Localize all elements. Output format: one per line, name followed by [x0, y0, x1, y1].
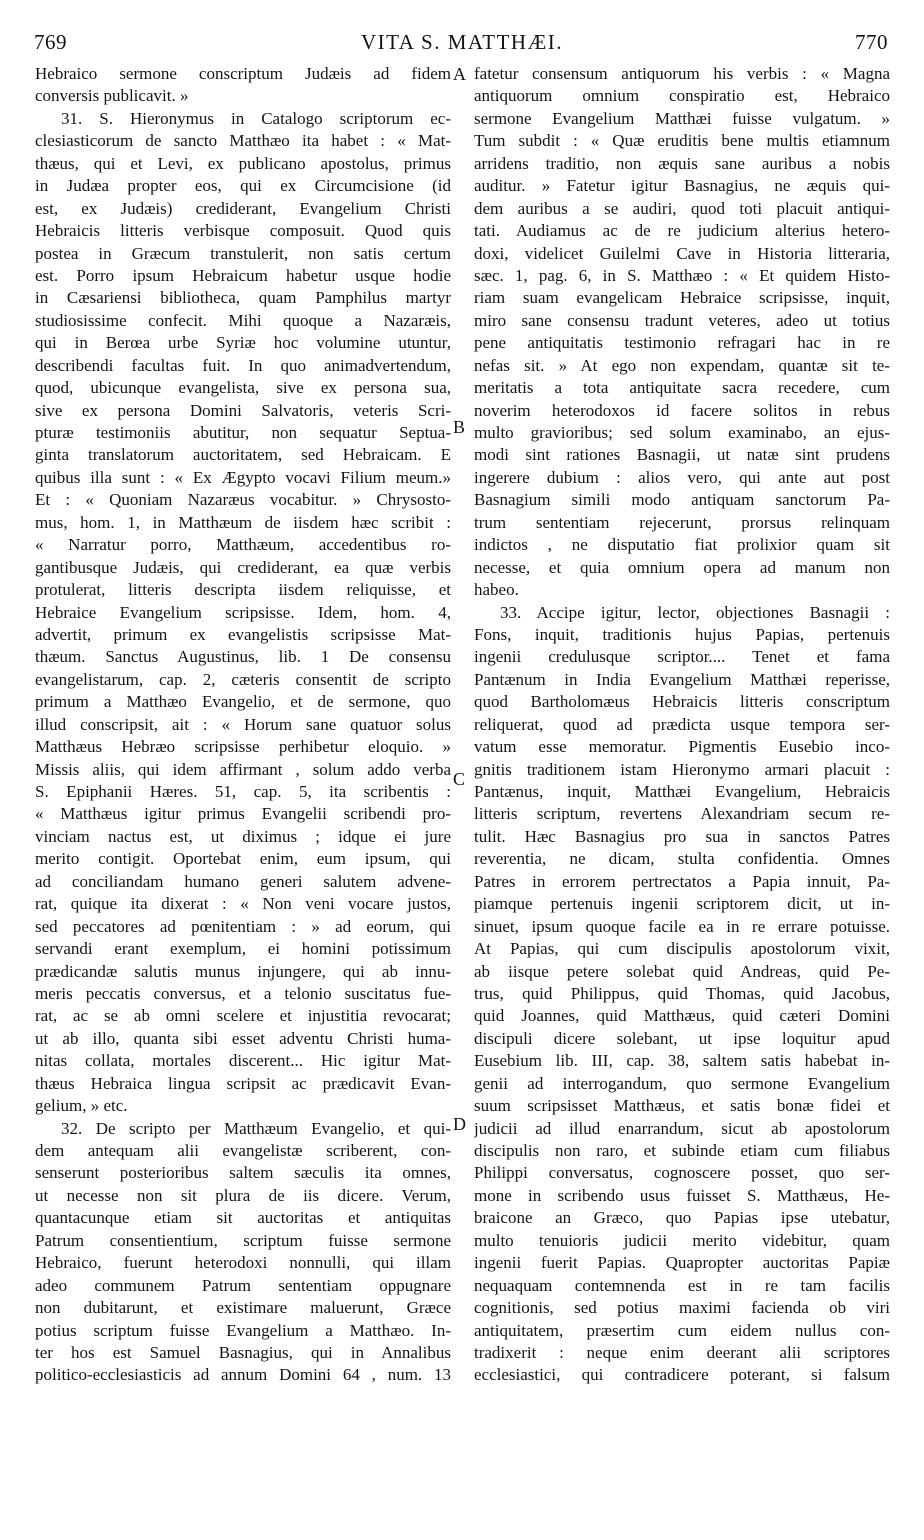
text-line: dem antequam alii evangelistæ scriberent, con-: [35, 1141, 451, 1160]
text-line: antiquitatem, præsertim cum eidem nullus con-: [474, 1320, 890, 1340]
text-line: rat, quique ita dixerat : « Non veni vocare justos,: [35, 894, 451, 914]
text-line: multo tenuioris judicii merito videbitur, quam: [474, 1230, 890, 1250]
text-line: nitas collata, mortales discerent... Hic igitur Mat-: [35, 1051, 451, 1071]
margin-letter-b: B: [453, 417, 466, 437]
text-line: antiquorum omnium conspiratio est, Hebraico: [474, 86, 890, 106]
text-line: tati. Audiamus ac de re judicium alterius hetero-: [474, 221, 890, 241]
text-line: ter hos est Samuel Basnagius, qui in Annalibus: [35, 1342, 451, 1362]
text-line: sermone Evangelium Matthæi fuisse vulgatum. »: [474, 108, 890, 128]
text-line: nefas sit. » At ego non expendam, quantæ sit te-: [474, 355, 890, 375]
text-line: 32. De scripto per Matthæum Evangelio, et qui-: [61, 1118, 451, 1138]
text-line: gnitis traditionem istam Hieronymo armari placuit :: [474, 759, 890, 779]
text-line: Philippi conversatus, cognoscere posset, quo ser-: [474, 1163, 890, 1183]
text-line: nequaquam contemnenda est in re tam facilis: [474, 1275, 890, 1295]
text-line: mone in scribendo usus fuisset S. Matthæus, He-: [474, 1185, 890, 1205]
text-line: qui in Berœa urbe Syriæ hoc volumine utuntur,: [35, 333, 451, 353]
text-line: Hebraicis litteris verbisque composuit. Quod quis: [35, 221, 451, 241]
text-line: quid Joannes, quid Matthæus, quid cæteri Domini: [474, 1006, 890, 1026]
text-line: conversis publicavit. »: [35, 86, 189, 106]
margin-letter-c: C: [453, 769, 466, 789]
text-line: thæus, qui et Levi, ex publicano apostolus, primus: [35, 153, 451, 173]
text-line: merito contigit. Oportebat enim, eum ipsum, qui: [35, 849, 451, 869]
text-line: ut necesse non sit plura de iis dicere. Verum,: [35, 1185, 451, 1205]
text-line: advertit, primum ex evangelistis scripsisse Mat-: [35, 624, 451, 644]
text-line: Patrum consentientium, scriptum fuisse sermone: [35, 1230, 451, 1250]
text-line: auditur. » Fatetur igitur Basnagius, ne æquis qui-: [474, 176, 890, 196]
text-line: quod, ubicunque evangelista, sive ex persona sua,: [35, 378, 451, 398]
text-line: mus, hom. 1, in Matthæum de iisdem hæc scribit :: [35, 512, 451, 532]
text-line: ginta translatorum auctoritatem, sed Hebraicam. E: [35, 445, 451, 465]
text-line: tulit. Hæc Basnagius pro sua in sanctos Patres: [474, 826, 890, 846]
text-line: studiosissime confecit. Mihi quoque a Nazaræis,: [35, 310, 451, 330]
text-line: multo gravioribus; sed solum examinabo, an ejus-: [474, 423, 890, 442]
text-line: politico-ecclesiasticis ad annum Domini 64 , num. 13: [35, 1365, 451, 1385]
page-number-left: 769: [34, 30, 67, 54]
text-line: quod Bartholomæus Hebraicis litteris conscriptum: [474, 692, 890, 712]
text-line: judicii ad illud enarrandum, sicut ab apostolorum: [474, 1118, 890, 1138]
text-line: clesiasticorum de sancto Matthæo ita habet : « Mat-: [35, 131, 451, 151]
text-line: quantacunque etiam sit auctoritas et antiquitas: [35, 1208, 451, 1228]
text-line: in Judæa propter eos, qui ex Circumcisione (id: [35, 176, 451, 196]
running-title: VITA S. MATTHÆI.: [361, 30, 563, 54]
text-line: ab iisque petere solebat quid Andreas, quid Pe-: [474, 961, 890, 981]
text-line: Hebraico, fuerunt heterodoxi nonnulli, qui illam: [35, 1253, 451, 1273]
text-line: servandi erant exemplum, ei homini potissimum: [35, 939, 451, 959]
text-line: modi sint rationes Basnagii, ut natæ sint prudens: [474, 445, 890, 465]
text-line: 33. Accipe igitur, lector, objectiones Basnagii :: [500, 602, 890, 622]
margin-letter-d: D: [453, 1114, 466, 1134]
text-line: Basnagium simili modo antiquam sanctorum Pa-: [474, 490, 890, 510]
text-line: At Papias, qui cum discipulis apostolorum vixit,: [474, 939, 890, 959]
text-line: Eusebium lib. III, cap. 38, saltem satis habebat in-: [474, 1051, 890, 1071]
text-line: vatum esse memoratur. Pigmentis Eusebio inco-: [474, 737, 890, 757]
text-line: indictos , ne disputatio fiat prolixior quam sit: [474, 535, 890, 555]
text-line: primum a Matthæo Evangelio, et de sermone, quo: [35, 692, 451, 712]
text-line: braicone an Græco, quo Papias ipse utebatur,: [474, 1208, 890, 1228]
left-column: [35, 63, 451, 1387]
text-line: thæum. Sanctus Augustinus, lib. 1 De consensu: [35, 647, 451, 667]
text-line: pturæ testimoniis abutitur, non sequatur Septua-: [35, 423, 451, 442]
text-line: cognitionis, sed potius maximi facienda ob viri: [474, 1298, 890, 1318]
text-line: noverim heterodoxos id facere solitos in rebus: [474, 400, 890, 420]
text-line: Et : « Quoniam Nazaræus vocabitur. » Chrysosto-: [35, 490, 451, 510]
text-line: « Narratur porro, Matthæum, accedentibus ro-: [35, 535, 451, 555]
text-line: est. Porro ipsum Hebraicum habetur usque hodie: [35, 265, 451, 285]
text-line: ut ab illo, quanta sibi esset adventu Christi huma-: [35, 1028, 451, 1048]
text-line: Pantænus, inquit, Matthæi Evangelium, Hebraicis: [474, 782, 890, 801]
text-line: Hebraico sermone conscriptum Judæis ad fidem: [35, 64, 451, 83]
text-line: potius scriptum fuisse Evangelium a Matthæo. In-: [35, 1320, 451, 1340]
text-line: senserunt posterioribus saltem sæculis ita omnes,: [35, 1163, 451, 1183]
text-line: Matthæus Hebræo scripsisse perhibetur eloquio. »: [35, 737, 451, 757]
text-line: discipuli dicere solebant, ut ipse loquitur apud: [474, 1028, 890, 1048]
text-line: evangelistarum, cap. 2, cæteris consentit de scripto: [35, 669, 451, 689]
text-line: rat, ac se ab omni scelere et injustitia revocarat;: [35, 1006, 451, 1026]
text-line: miro sane consensu tradunt veteres, adeo ut totius: [474, 310, 890, 330]
text-line: ingerere dubium : alios vero, qui ante aut post: [474, 467, 890, 487]
text-line: tradixerit : neque enim deerant alii scriptores: [474, 1342, 890, 1362]
text-line: ingenii credulusque scriptor.... Tenet et fama: [474, 647, 890, 667]
text-line: litteris scriptum, revertens Alexandriam secum re-: [474, 804, 890, 824]
text-line: reliquerat, quod ad prædicta usque tempora ser-: [474, 714, 890, 734]
text-line: sæc. 1, pag. 6, in S. Matthæo : « Et quidem Histo-: [474, 265, 890, 285]
text-line: Tum subdit : « Quæ eruditis bene multis etiamnum: [474, 131, 890, 151]
text-line: pene antiquitatis testimonio refragari hac in re: [474, 333, 890, 353]
text-line: trum sententiam rejecerunt, prorsus relinquam: [474, 512, 890, 532]
text-line: quibus illa sunt : « Ex Ægypto vocavi Filium meum.»: [35, 467, 451, 487]
text-line: « Matthæus igitur primus Evangelii scribendi pro-: [35, 804, 451, 824]
text-line: gelium, » etc.: [35, 1096, 128, 1116]
text-line: meris peccatis conversus, et a telonio suscitatus fue-: [35, 983, 451, 1003]
text-line: discipulis non raro, et subinde etiam cum filiabus: [474, 1141, 890, 1160]
text-line: protulerat, litteris descripta iisdem reliquisse, et: [35, 580, 451, 600]
text-line: ecclesiastici, qui contradicere poterant, si falsum: [474, 1365, 890, 1385]
text-line: adeo communem Patrum sententiam oppugnare: [35, 1275, 451, 1295]
text-line: ingenii fuerit Papias. Quapropter auctoritas Papiæ: [474, 1253, 890, 1273]
text-line: meritatis a tota antiquitate sacra recedere, cum: [474, 378, 890, 398]
text-line: Hebraice Evangelium scripsisse. Idem, hom. 4,: [35, 602, 451, 622]
text-line: dem auribus a se audiri, quod toti placuit antiqui-: [474, 198, 890, 218]
text-line: ad conciliandam humano generi salutem advene-: [35, 871, 451, 891]
text-line: genii ad interrogandum, quo sermone Evangelium: [474, 1073, 890, 1093]
text-line: Fons, inquit, traditionis hujus Papias, pertenuis: [474, 624, 890, 644]
text-line: in Cæsariensi bibliotheca, quam Pamphilus martyr: [35, 288, 451, 308]
text-line: describendi facultas fuit. In quo animadvertendum,: [35, 355, 451, 375]
margin-letter-a: A: [453, 64, 466, 84]
text-line: Patres in errorem pertrectatos a Papia innuit, Pa-: [474, 871, 890, 891]
text-line: reverentia, ne dicam, stulta confidentia. Omnes: [474, 849, 890, 869]
text-line: trus, quid Philippus, quid Thomas, quid Jacobus,: [474, 983, 890, 1003]
text-line: riam suam evangelicam Hebraice scripsisse, inquit,: [474, 288, 890, 308]
text-line: habeo.: [474, 580, 519, 600]
text-line: Missis aliis, qui idem affirmant , solum addo verba: [35, 759, 451, 779]
text-line: postea in Græcum transtulerit, non satis certum: [35, 243, 451, 263]
right-column: [474, 63, 890, 1387]
text-line: sed peccatores ad pœnitentiam : » ad eorum, qui: [35, 916, 451, 936]
text-line: est, ex Judæis) crediderant, Evangelium Christi: [35, 198, 451, 218]
text-line: necesse, et quia omnium opera ad manum non: [474, 557, 890, 577]
text-line: doxi, videlicet Guilelmi Cave in Historia litteraria,: [474, 243, 890, 263]
text-line: fatetur consensum antiquorum his verbis : « Magna: [474, 64, 890, 83]
text-line: gantibusque Judæis, qui crediderant, ea quæ verbis: [35, 557, 451, 577]
text-line: sinuet, ipsum quoque facile ea in re errare potuisse.: [474, 916, 890, 936]
text-line: Pantænum in India Evangelium Matthæi reperisse,: [474, 669, 890, 689]
text-line: suum scripsisset Matthæus, et satis bonæ fidei et: [474, 1096, 890, 1116]
page-number-right: 770: [855, 30, 888, 54]
text-line: illud conscripsit, ait : « Horum sane quatuor solus: [35, 714, 451, 734]
text-line: vinciam nactus est, ut diximus ; idque ei jure: [35, 826, 451, 846]
text-line: S. Epiphanii Hæres. 51, cap. 5, ita scribentis :: [35, 782, 451, 801]
text-line: prædicandæ salutis munus injungere, qui ab innu-: [35, 961, 451, 981]
text-line: non dubitarunt, et existimare maluerunt, Græce: [35, 1298, 451, 1318]
text-line: sive ex persona Domini Salvatoris, veteris Scri-: [35, 400, 451, 420]
text-line: thæus Hebraica lingua scripsit ac prædicavit Evan-: [35, 1073, 451, 1093]
text-line: 31. S. Hieronymus in Catalogo scriptorum ec-: [61, 108, 451, 128]
text-line: piamque pertenuis ingenii scriptorem dicit, ut in-: [474, 894, 890, 914]
text-line: arridens traditio, non æquis sane auribus a nobis: [474, 153, 890, 173]
